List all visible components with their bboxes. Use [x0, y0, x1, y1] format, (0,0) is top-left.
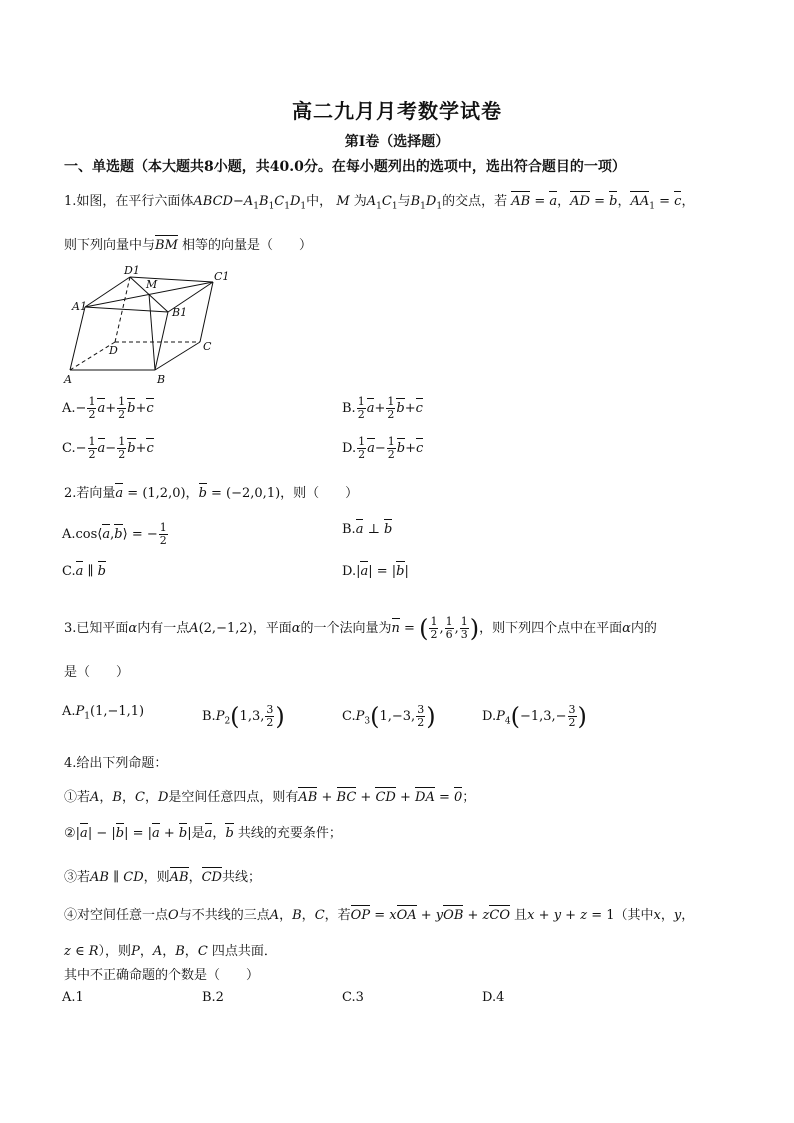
volume-subtitle: 第Ⅰ卷（选择题） [344, 134, 450, 150]
q3-option-a[interactable]: $A.P_1(1,-1,1)$ [62, 704, 145, 722]
q1-option-b[interactable]: B. $\frac{1}{2}$ a+ $\frac{1}{2}$ b+c [342, 395, 423, 421]
q3-option-c[interactable]: $C.P_3(1,-3$, $\frac{3}{2}$ ) [342, 702, 436, 731]
exam-title: 高二九月月考数学试卷 [292, 99, 502, 123]
q2-option-d[interactable]: D.|a| = |b| [342, 564, 409, 579]
parallelepiped-figure [60, 262, 240, 390]
q4-option-b[interactable]: B.2 [202, 990, 224, 1005]
question-3-stem: 3.已知平面α内有一点A(2,−1,2)，平面α的一个法向量为n = ( $\frac{1}{2}$ , $\frac{1}{6}$ , $\frac{1}{3}$ )，则下列四个点中在平面α内的 [64, 614, 657, 643]
q4-option-c[interactable]: C.3 [342, 990, 364, 1005]
label-c: C [203, 340, 212, 353]
q1-option-d[interactable]: D. $\frac{1}{2}$ a− $\frac{1}{2}$ b+c [342, 435, 424, 461]
q2-option-c[interactable]: C.a ∥ b [62, 564, 106, 579]
q4-statement-3: ③若AB ∥ CD，则AB，CD共线； [64, 870, 261, 885]
q4-statement-4-cont: z ∈ R），则P，A，B，C 四点共面． [64, 944, 277, 959]
label-m: M [146, 278, 158, 291]
label-a: A [64, 373, 72, 386]
question-1-stem-cont: 则下列向量中与BM 相等的向量是（ ） [64, 238, 313, 253]
question-4-stem: 4.给出下列命题： [64, 756, 168, 771]
section-heading: 一、单选题（本大题共8小题，共40.0分。在每小题列出的选项中，选出符合题目的一项） [64, 159, 626, 175]
q4-statement-2: ②|a| − |b| = |a + b|是a，b 共线的充要条件； [64, 826, 342, 841]
q3-option-b[interactable]: $B.P_2(1,3$, $\frac{3}{2}$ ) [202, 702, 285, 731]
q4-option-d[interactable]: D.4 [482, 990, 505, 1005]
label-d1: D1 [124, 264, 140, 277]
q2-option-a[interactable]: A.cos⟨a,b⟩ = − $\frac{1}{2}$ [62, 521, 167, 547]
question-4-ask: 其中不正确命题的个数是（ ） [64, 968, 260, 983]
q1-option-c[interactable]: C.− $\frac{1}{2}$ a− $\frac{1}{2}$ b+c [62, 435, 154, 461]
label-a1: A1 [72, 300, 87, 313]
q4-statement-1: ①若A，B，C，D是空间任意四点，则有AB + BC + CD + DA = 0； [64, 790, 476, 805]
q1-option-a[interactable]: A.− $\frac{1}{2}$ a+ $\frac{1}{2}$ b+c [62, 395, 154, 421]
q3-option-d[interactable]: $D.P_4(-1,3,-$ $\frac{3}{2}$ ) [482, 702, 587, 731]
question-2-stem: 2.若向量a = (1,2,0)，b = (−2,0,1)，则（ ） [64, 486, 359, 501]
label-b1: B1 [172, 306, 188, 319]
label-d: D [109, 344, 118, 357]
q4-statement-4: ④对空间任意一点O与不共线的三点A，B，C，若OP = xOA + yOB + zCO 且x + y + z = 1（其中x，y， [64, 908, 695, 923]
label-b: B [157, 373, 166, 386]
q4-option-a[interactable]: A.1 [62, 990, 84, 1005]
label-c1: C1 [214, 270, 230, 283]
question-1-stem: 1.如图，在平行六面体$ABCD-A_1B_1C_1D_1$中， M 为$A_1C_1$与$B_1D_1$的交点，若 AB = a，AD = b，$AA_1 = c$， [64, 194, 695, 212]
q2-option-b[interactable]: B.a ⊥ b [342, 522, 393, 537]
question-3-stem-cont: 是（ ） [64, 665, 130, 680]
